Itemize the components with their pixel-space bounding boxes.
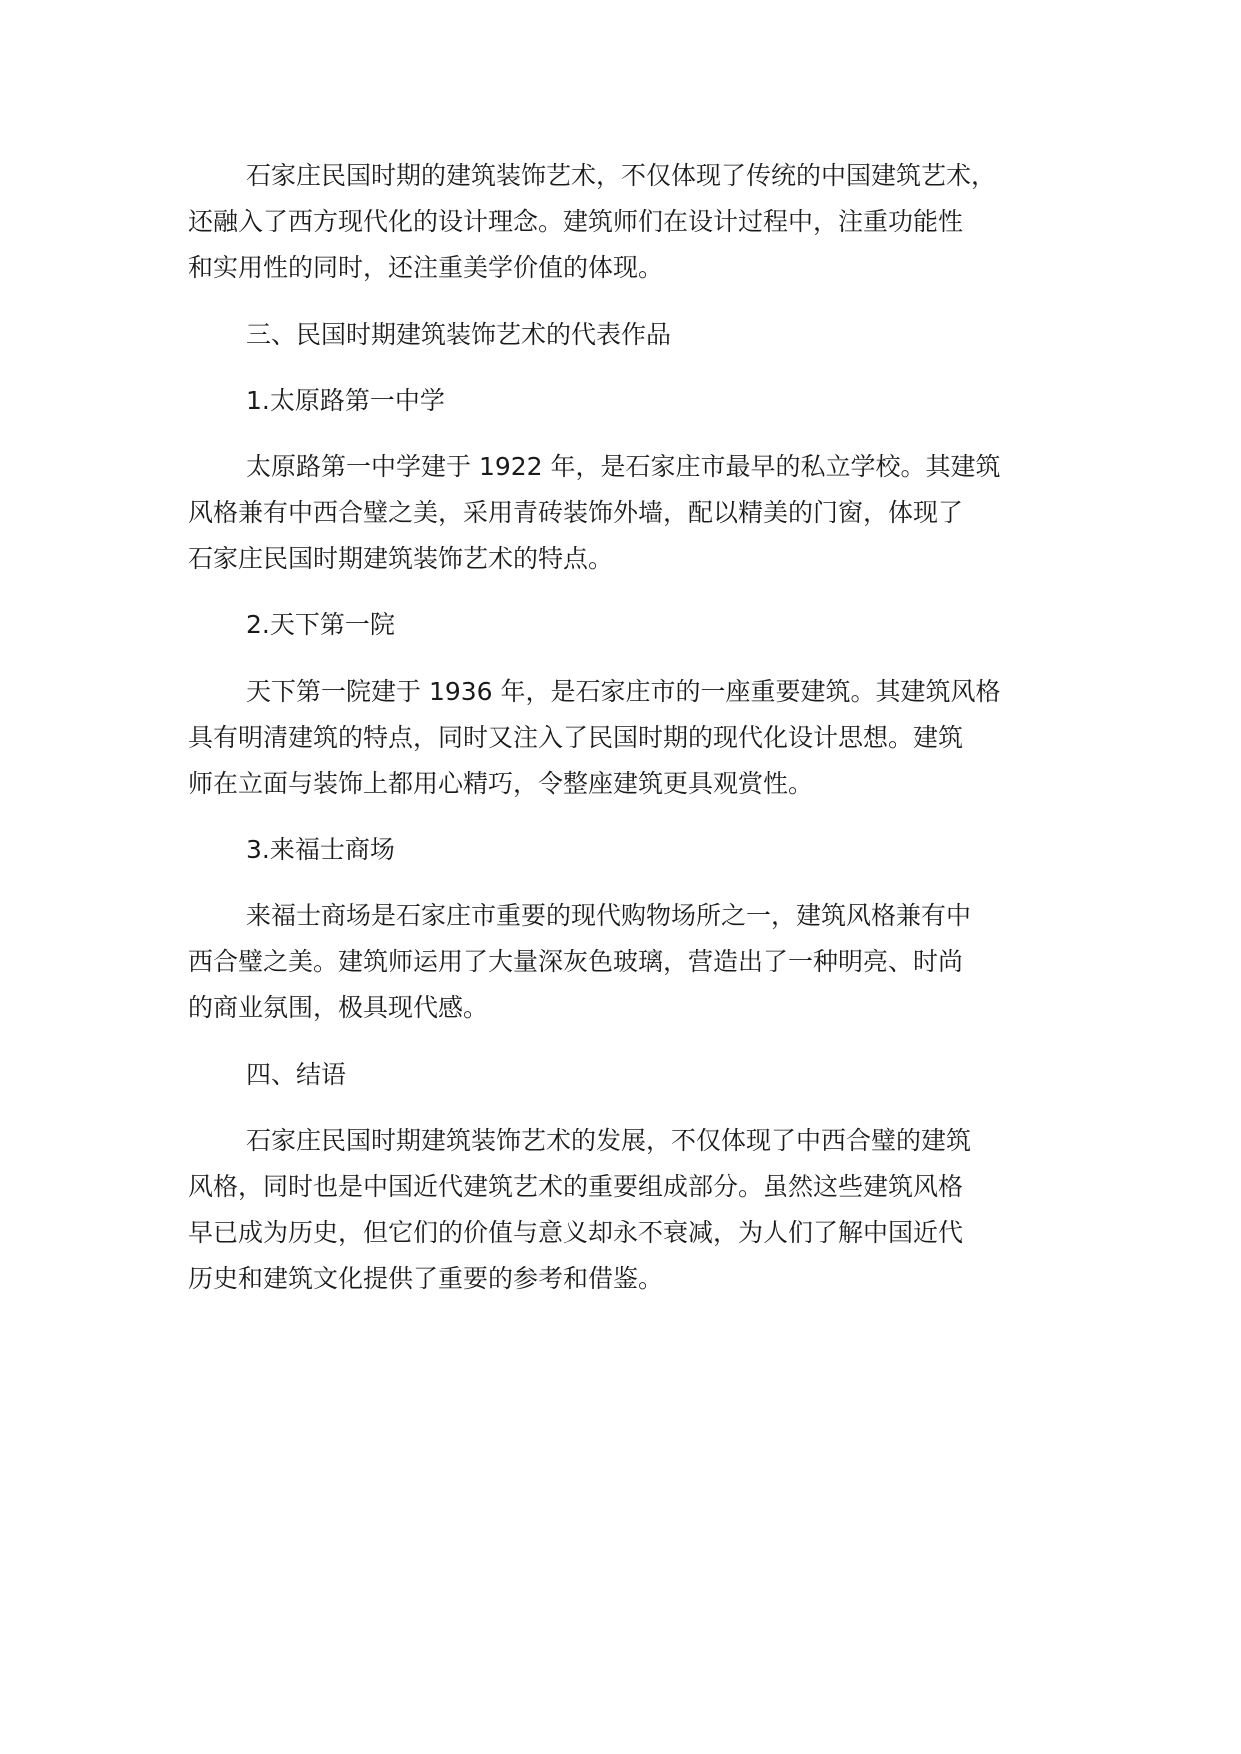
- paragraph-line: 师在立面与装饰上都用心精巧，令整座建筑更具观赏性。: [188, 769, 814, 798]
- item-heading: 2.天下第一院: [246, 610, 395, 639]
- paragraph-line: 西合璧之美。建筑师运用了大量深灰色玻璃，营造出了一种明亮、时尚: [188, 947, 964, 976]
- paragraph-line: 来福士商场是石家庄市重要的现代购物场所之一，建筑风格兼有中: [246, 901, 972, 930]
- paragraph-line: 天下第一院建于 1936 年，是石家庄市的一座重要建筑。其建筑风格: [246, 677, 1001, 706]
- paragraph-line: 石家庄民国时期建筑装饰艺术的特点。: [188, 544, 614, 573]
- paragraph-line: 风格，同时也是中国近代建筑艺术的重要组成部分。虽然这些建筑风格: [188, 1172, 964, 1201]
- item-heading: 3.来福士商场: [246, 835, 395, 864]
- section-heading: 四、结语: [246, 1060, 347, 1089]
- paragraph-line: 石家庄民国时期的建筑装饰艺术，不仅体现了传统的中国建筑艺术，: [246, 161, 997, 190]
- paragraph-line: 石家庄民国时期建筑装饰艺术的发展，不仅体现了中西合璧的建筑: [246, 1126, 972, 1155]
- paragraph-line: 历史和建筑文化提供了重要的参考和借鉴。: [188, 1264, 664, 1293]
- item-heading: 1.太原路第一中学: [246, 386, 445, 415]
- paragraph-line: 具有明清建筑的特点，同时又注入了民国时期的现代化设计思想。建筑: [188, 723, 964, 752]
- paragraph-line: 还融入了西方现代化的设计理念。建筑师们在设计过程中，注重功能性: [188, 207, 964, 236]
- paragraph-line: 太原路第一中学建于 1922 年，是石家庄市最早的私立学校。其建筑: [246, 452, 1001, 481]
- paragraph-line: 风格兼有中西合璧之美，采用青砖装饰外墙，配以精美的门窗，体现了: [188, 498, 964, 527]
- paragraph-line: 早已成为历史，但它们的价值与意义却永不衰减，为人们了解中国近代: [188, 1218, 964, 1247]
- paragraph-line: 和实用性的同时，还注重美学价值的体现。: [188, 253, 664, 282]
- paragraph-line: 的商业氛围，极具现代感。: [188, 993, 489, 1022]
- section-heading: 三、民国时期建筑装饰艺术的代表作品: [246, 320, 672, 349]
